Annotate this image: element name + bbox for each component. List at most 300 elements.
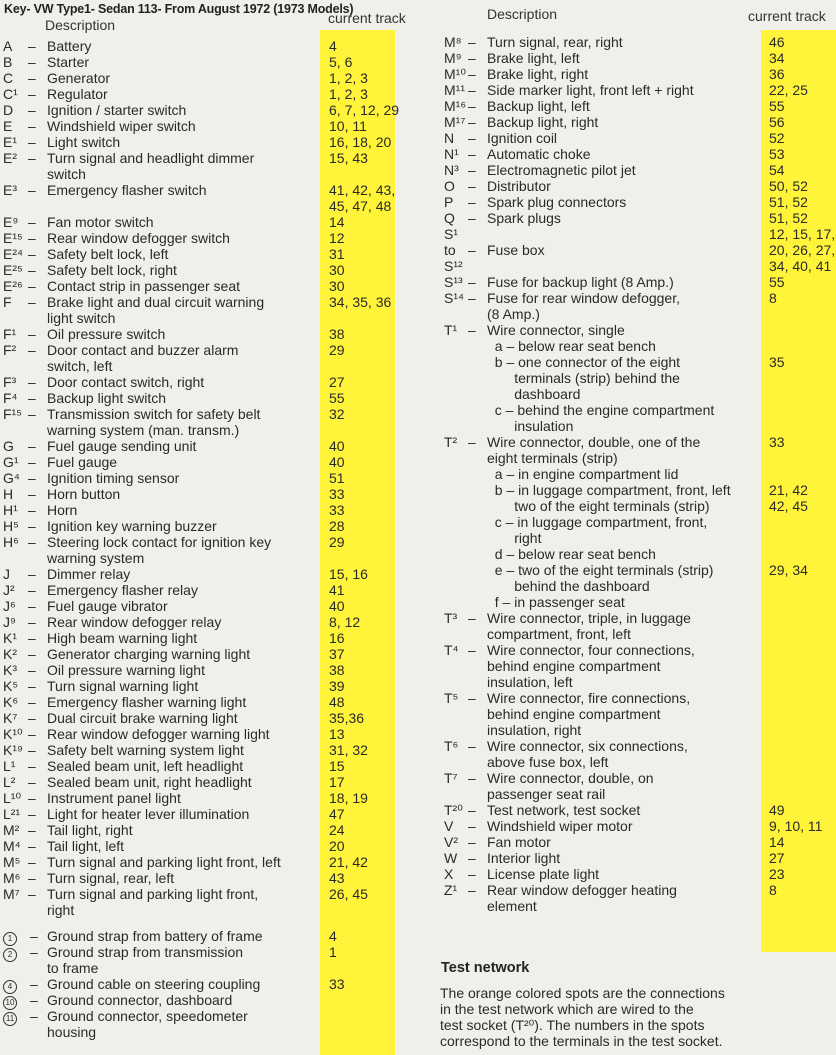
separator-dash: – <box>468 66 476 82</box>
current-track: 23 <box>769 866 785 882</box>
component-description: Rear window defogger warning light <box>47 726 270 742</box>
separator-dash: – <box>468 50 476 66</box>
component-symbol: V <box>444 818 454 834</box>
separator-dash: – <box>28 262 36 278</box>
component-symbol: T²⁰ <box>444 802 463 818</box>
separator-dash: – <box>28 870 36 886</box>
component-symbol: G⁴ <box>3 470 20 486</box>
component-symbol: L¹⁰ <box>3 790 22 806</box>
separator-dash: – <box>28 566 36 582</box>
current-track: 56 <box>769 114 785 130</box>
separator-dash: – <box>30 992 38 1008</box>
current-track: 38 <box>329 662 345 678</box>
component-symbol: E²⁵ <box>3 262 23 278</box>
component-description: Rear window defogger relay <box>47 614 222 630</box>
component-symbol: D <box>3 102 14 118</box>
separator-dash: – <box>28 406 36 422</box>
component-symbol: F¹ <box>3 326 17 342</box>
component-symbol: H <box>3 486 14 502</box>
current-track: 5, 6 <box>329 54 353 70</box>
component-symbol: K¹ <box>3 630 17 646</box>
current-track: 12, 15, 17, 20, 26, 27, 34, 40, 41 <box>769 226 836 274</box>
component-description: Electromagnetic pilot jet <box>487 162 636 178</box>
ground-number: 4 <box>3 976 17 994</box>
separator-dash: – <box>28 294 36 310</box>
component-symbol: Q <box>444 210 455 226</box>
current-track: 40 <box>329 438 345 454</box>
component-description: Starter <box>47 54 90 70</box>
page-title: Key- VW Type1- Sedan 113- From August 1972 (1973 Models) <box>4 2 354 16</box>
test-network-title: Test network <box>441 960 530 976</box>
component-symbol: F⁴ <box>3 390 18 406</box>
current-track: 33 <box>329 486 345 502</box>
current-track: 51, 52 <box>769 194 808 210</box>
component-symbol: E <box>3 118 13 134</box>
ground-number: 10 <box>3 992 17 1010</box>
component-description: Transmission switch for safety belt warning system (man. transm.) <box>47 406 261 438</box>
component-symbol: H¹ <box>3 502 18 518</box>
current-track: 40 <box>329 454 345 470</box>
component-description: Side marker light, front left + right <box>487 82 694 98</box>
current-track: 51 <box>329 470 345 486</box>
component-symbol: M¹⁰ <box>444 66 466 82</box>
separator-dash: – <box>28 150 36 166</box>
separator-dash: – <box>468 274 476 290</box>
component-description: Test network, test socket <box>487 802 641 818</box>
current-track: 31 <box>329 246 345 262</box>
separator-dash: – <box>28 278 36 294</box>
current-track: 52 <box>769 130 785 146</box>
current-track: 34 <box>769 50 785 66</box>
current-track: 35,36 <box>329 710 365 726</box>
current-track: 33 <box>329 976 345 992</box>
component-symbol: O <box>444 178 455 194</box>
component-description: Generator <box>47 70 111 86</box>
component-symbol: M⁸ <box>444 34 462 50</box>
component-symbol: Z¹ <box>444 882 458 898</box>
component-symbol: G <box>3 438 14 454</box>
separator-dash: – <box>28 822 36 838</box>
separator-dash: – <box>30 1008 38 1024</box>
component-description: Ignition key warning buzzer <box>47 518 217 534</box>
component-description: Fan motor switch <box>47 214 154 230</box>
component-symbol: T¹ <box>444 322 458 338</box>
current-track: 15, 16 <box>329 566 368 582</box>
current-track: 29 <box>329 342 345 358</box>
current-track: 31, 32 <box>329 742 368 758</box>
current-track: 8 <box>769 290 777 306</box>
component-symbol: H⁶ <box>3 534 19 550</box>
component-symbol: E²⁶ <box>3 278 23 294</box>
component-description: Wire connector, double, one of the eight terminals (strip) a – in engine compartment lid b – in luggage compartment, front, left two of the eight terminals (strip) c – in luggage compartment, front, right d – below rear seat bench e – two of the eight terminals (strip) behind the dashboard f – in passenger seat <box>487 434 731 610</box>
separator-dash: – <box>28 710 36 726</box>
component-symbol: M⁹ <box>444 50 462 66</box>
separator-dash: – <box>468 34 476 50</box>
component-description: Emergency flasher relay <box>47 582 198 598</box>
component-symbol: T⁶ <box>444 738 459 754</box>
component-description: Backup light, left <box>487 98 590 114</box>
component-description: Emergency flasher switch <box>47 182 207 198</box>
current-track: 41, 42, 43, 45, 47, 48 <box>329 182 396 214</box>
ground-number: 2 <box>3 944 17 962</box>
component-symbol: E²⁴ <box>3 246 24 262</box>
ground-number: 1 <box>3 928 17 946</box>
component-description: Ground strap from transmission to frame <box>47 944 244 976</box>
separator-dash: – <box>28 134 36 150</box>
component-symbol: M¹¹ <box>444 82 465 98</box>
component-description: Turn signal, rear, right <box>487 34 623 50</box>
component-symbol: H⁵ <box>3 518 19 534</box>
current-track: 38 <box>329 326 345 342</box>
component-description: Tail light, left <box>47 838 125 854</box>
separator-dash: – <box>468 162 476 178</box>
separator-dash: – <box>28 86 36 102</box>
component-description: Ground connector, speedometer housing <box>47 1008 248 1040</box>
current-track: 54 <box>769 162 785 178</box>
separator-dash: – <box>28 438 36 454</box>
component-description: Safety belt lock, right <box>47 262 177 278</box>
component-description: Door contact and buzzer alarm switch, left <box>47 342 239 374</box>
component-description: Safety belt lock, left <box>47 246 169 262</box>
current-track: 17 <box>329 774 345 790</box>
component-description: Light switch <box>47 134 121 150</box>
current-track: 30 <box>329 278 345 294</box>
current-track: 8, 12 <box>329 614 361 630</box>
component-symbol: E⁹ <box>3 214 19 230</box>
component-description: Fuel gauge vibrator <box>47 598 168 614</box>
component-description: Fuse for rear window defogger, (8 Amp.) <box>487 290 680 322</box>
current-track: 30 <box>329 262 345 278</box>
current-track: 1 <box>329 944 337 960</box>
component-symbol: M⁶ <box>3 870 21 886</box>
component-description: Regulator <box>47 86 108 102</box>
component-symbol: J² <box>3 582 15 598</box>
component-symbol: M¹⁷ <box>444 114 466 130</box>
component-description: Horn <box>47 502 78 518</box>
component-description: Sealed beam unit, right headlight <box>47 774 252 790</box>
separator-dash: – <box>28 518 36 534</box>
component-symbol: M² <box>3 822 20 838</box>
component-description: Door contact switch, right <box>47 374 205 390</box>
component-symbol: N <box>444 130 455 146</box>
component-description: Turn signal warning light <box>47 678 199 694</box>
component-description: Spark plug connectors <box>487 194 627 210</box>
separator-dash: – <box>468 882 476 898</box>
separator-dash: – <box>468 434 476 450</box>
component-symbol: J⁶ <box>3 598 16 614</box>
current-track: 14 <box>329 214 345 230</box>
current-track: 48 <box>329 694 345 710</box>
component-symbol: L² <box>3 774 16 790</box>
current-track: 49 <box>769 802 785 818</box>
separator-dash: – <box>28 390 36 406</box>
component-symbol: K¹⁰ <box>3 726 23 742</box>
right-description-header: Description <box>487 6 558 22</box>
component-description: Fan motor <box>487 834 551 850</box>
component-description: Brake light, right <box>487 66 589 82</box>
component-description: Automatic choke <box>487 146 591 162</box>
separator-dash: – <box>28 758 36 774</box>
separator-dash: – <box>28 646 36 662</box>
separator-dash: – <box>468 642 476 658</box>
component-symbol: G¹ <box>3 454 19 470</box>
separator-dash: – <box>468 322 476 338</box>
separator-dash: – <box>28 582 36 598</box>
separator-dash: – <box>468 834 476 850</box>
separator-dash: – <box>468 194 476 210</box>
component-description: Backup light switch <box>47 390 167 406</box>
right-track-header: current track <box>748 8 826 24</box>
current-track: 46 <box>769 34 785 50</box>
separator-dash: – <box>30 928 38 944</box>
component-description: Turn signal and parking light front, right <box>47 886 259 918</box>
component-description: Rear window defogger heating element <box>487 882 677 914</box>
separator-dash: – <box>28 102 36 118</box>
current-track: 33 <box>329 502 345 518</box>
current-track: 55 <box>329 390 345 406</box>
component-description: Tail light, right <box>47 822 133 838</box>
separator-dash: – <box>468 290 476 306</box>
component-description: Emergency flasher warning light <box>47 694 247 710</box>
current-track: 53 <box>769 146 785 162</box>
separator-dash: – <box>28 806 36 822</box>
current-track: 27 <box>769 850 785 866</box>
component-description: Ignition coil <box>487 130 558 146</box>
test-network-text: The orange colored spots are the connections in the test network which are wired to the test socket (T²⁰). The numbers in the spots correspond to the terminals in the test socket. <box>440 985 725 1049</box>
current-track: 29 <box>329 534 345 550</box>
component-description: Contact strip in passenger seat <box>47 278 240 294</box>
component-description: Wire connector, single a – below rear seat bench b – one connector of the eight terminals (strip) behind the dashboard c – behind the engine compartment insulation <box>487 322 715 434</box>
component-description: Ignition timing sensor <box>47 470 180 486</box>
separator-dash: – <box>28 694 36 710</box>
current-track: 21, 42 <box>329 854 368 870</box>
separator-dash: – <box>30 944 38 960</box>
separator-dash: – <box>30 976 38 992</box>
component-description: Battery <box>47 38 92 54</box>
component-symbol: T³ <box>444 610 458 626</box>
separator-dash: – <box>468 178 476 194</box>
current-track: 1, 2, 3 <box>329 70 368 86</box>
separator-dash: – <box>28 54 36 70</box>
component-symbol: L²¹ <box>3 806 21 822</box>
component-symbol: S¹³ <box>444 274 463 290</box>
component-description: Backup light, right <box>487 114 599 130</box>
separator-dash: – <box>28 246 36 262</box>
component-description: Fuel gauge <box>47 454 118 470</box>
current-track: 16 <box>329 630 345 646</box>
component-description: Brake light and dual circuit warning light switch <box>47 294 265 326</box>
current-track: 8 <box>769 882 777 898</box>
current-track: 47 <box>329 806 345 822</box>
ground-number: 11 <box>3 1008 17 1026</box>
component-description: High beam warning light <box>47 630 198 646</box>
current-track: 15 <box>329 758 345 774</box>
separator-dash: – <box>468 130 476 146</box>
separator-dash: – <box>28 454 36 470</box>
current-track: 33 21, 42 42, 45 29, 34 <box>769 434 808 578</box>
current-track: 27 <box>329 374 345 390</box>
component-description: License plate light <box>487 866 600 882</box>
component-description: Wire connector, fire connections, behind engine compartment insulation, right <box>487 690 691 738</box>
component-description: Turn signal and headlight dimmer switch <box>47 150 255 182</box>
component-symbol: E¹⁵ <box>3 230 23 246</box>
current-track: 16, 18, 20 <box>329 134 392 150</box>
component-description: Wire connector, four connections, behind engine compartment insulation, left <box>487 642 695 690</box>
separator-dash: – <box>468 146 476 162</box>
component-description: Interior light <box>487 850 561 866</box>
separator-dash: – <box>28 790 36 806</box>
component-description: Ground strap from battery of frame <box>47 928 263 944</box>
separator-dash: – <box>468 738 476 754</box>
left-description-header: Description <box>45 17 116 33</box>
left-track-header: current track <box>328 10 406 26</box>
current-track: 12 <box>329 230 345 246</box>
component-symbol: T⁷ <box>444 770 458 786</box>
component-description: Horn button <box>47 486 121 502</box>
separator-dash: – <box>28 630 36 646</box>
separator-dash: – <box>28 726 36 742</box>
separator-dash: – <box>468 114 476 130</box>
separator-dash: – <box>468 82 476 98</box>
component-description: Dimmer relay <box>47 566 131 582</box>
current-track: 51, 52 <box>769 210 808 226</box>
current-track: 32 <box>329 406 345 422</box>
current-track: 9, 10, 11 <box>769 818 823 834</box>
component-symbol: C¹ <box>3 86 18 102</box>
current-track: 35 <box>769 354 785 370</box>
component-symbol: B <box>3 54 13 70</box>
current-track: 1, 2, 3 <box>329 86 368 102</box>
separator-dash: – <box>468 610 476 626</box>
separator-dash: – <box>28 214 36 230</box>
separator-dash: – <box>28 678 36 694</box>
current-track: 4 <box>329 928 337 944</box>
component-symbol: P <box>444 194 454 210</box>
component-symbol: L¹ <box>3 758 16 774</box>
current-track: 55 <box>769 98 785 114</box>
separator-dash: – <box>28 662 36 678</box>
component-symbol: K³ <box>3 662 17 678</box>
component-description: Generator charging warning light <box>47 646 251 662</box>
component-description: Dual circuit brake warning light <box>47 710 238 726</box>
component-description: Spark plugs <box>487 210 561 226</box>
component-symbol: F² <box>3 342 17 358</box>
separator-dash: – <box>468 850 476 866</box>
separator-dash: – <box>468 242 476 258</box>
component-description: Ground cable on steering coupling <box>47 976 261 992</box>
current-track: 55 <box>769 274 785 290</box>
component-symbol: K¹⁹ <box>3 742 23 758</box>
component-symbol: E¹ <box>3 134 17 150</box>
current-track: 6, 7, 12, 29 <box>329 102 400 118</box>
component-symbol: M¹⁶ <box>444 98 467 114</box>
component-symbol: T⁵ <box>444 690 459 706</box>
component-description: Fuel gauge sending unit <box>47 438 197 454</box>
current-track: 4 <box>329 38 337 54</box>
component-description: Windshield wiper motor <box>487 818 633 834</box>
component-description: Fuse for backup light (8 Amp.) <box>487 274 674 290</box>
separator-dash: – <box>28 854 36 870</box>
component-symbol: A <box>3 38 13 54</box>
component-symbol: S¹⁴ <box>444 290 465 306</box>
component-symbol: X <box>444 866 454 882</box>
component-description: Turn signal and parking light front, left <box>47 854 281 870</box>
current-track: 14 <box>769 834 785 850</box>
component-description: Fuse box <box>487 242 545 258</box>
current-track: 22, 25 <box>769 82 808 98</box>
current-track: 15, 43 <box>329 150 368 166</box>
current-track: 26, 45 <box>329 886 368 902</box>
separator-dash: – <box>468 210 476 226</box>
separator-dash: – <box>28 230 36 246</box>
separator-dash: – <box>28 342 36 358</box>
component-symbol: M⁴ <box>3 838 21 854</box>
component-description: Light for heater lever illumination <box>47 806 250 822</box>
component-description: Brake light, left <box>487 50 580 66</box>
component-description: Ground connector, dashboard <box>47 992 233 1008</box>
component-symbol: M⁵ <box>3 854 21 870</box>
separator-dash: – <box>468 818 476 834</box>
component-description: Windshield wiper switch <box>47 118 196 134</box>
separator-dash: – <box>28 374 36 390</box>
separator-dash: – <box>468 690 476 706</box>
component-symbol: F¹⁵ <box>3 406 23 422</box>
current-track: 20 <box>329 838 345 854</box>
current-track: 13 <box>329 726 345 742</box>
separator-dash: – <box>28 534 36 550</box>
component-description: Sealed beam unit, left headlight <box>47 758 244 774</box>
component-symbol: K⁶ <box>3 694 19 710</box>
separator-dash: – <box>28 614 36 630</box>
separator-dash: – <box>468 866 476 882</box>
component-description: Wire connector, triple, in luggage compartment, front, left <box>487 610 691 642</box>
current-track: 39 <box>329 678 345 694</box>
component-description: Rear window defogger switch <box>47 230 230 246</box>
separator-dash: – <box>28 598 36 614</box>
component-symbol: M⁷ <box>3 886 20 902</box>
component-symbol: T² <box>444 434 458 450</box>
component-description: Steering lock contact for ignition key warning system <box>47 534 272 566</box>
current-track: 37 <box>329 646 345 662</box>
separator-dash: – <box>28 886 36 902</box>
separator-dash: – <box>468 802 476 818</box>
current-track: 34, 35, 36 <box>329 294 392 310</box>
separator-dash: – <box>28 38 36 54</box>
current-track: 43 <box>329 870 345 886</box>
component-symbol: K⁷ <box>3 710 18 726</box>
current-track: 41 <box>329 582 345 598</box>
component-description: Oil pressure switch <box>47 326 166 342</box>
separator-dash: – <box>28 502 36 518</box>
component-description: Safety belt warning system light <box>47 742 244 758</box>
component-symbol: C <box>3 70 14 86</box>
component-description: Wire connector, double, on passenger seat rail <box>487 770 654 802</box>
component-symbol: J <box>3 566 10 582</box>
component-symbol: E² <box>3 150 17 166</box>
separator-dash: – <box>28 182 36 198</box>
component-symbol: T⁴ <box>444 642 459 658</box>
current-track: 10, 11 <box>329 118 367 134</box>
current-track: 36 <box>769 66 785 82</box>
current-track: 28 <box>329 518 345 534</box>
current-track: 24 <box>329 822 345 838</box>
component-symbol: K⁵ <box>3 678 19 694</box>
component-symbol: F³ <box>3 374 17 390</box>
component-symbol: E³ <box>3 182 17 198</box>
separator-dash: – <box>28 470 36 486</box>
component-symbol: W <box>444 850 458 866</box>
component-description: Ignition / starter switch <box>47 102 187 118</box>
